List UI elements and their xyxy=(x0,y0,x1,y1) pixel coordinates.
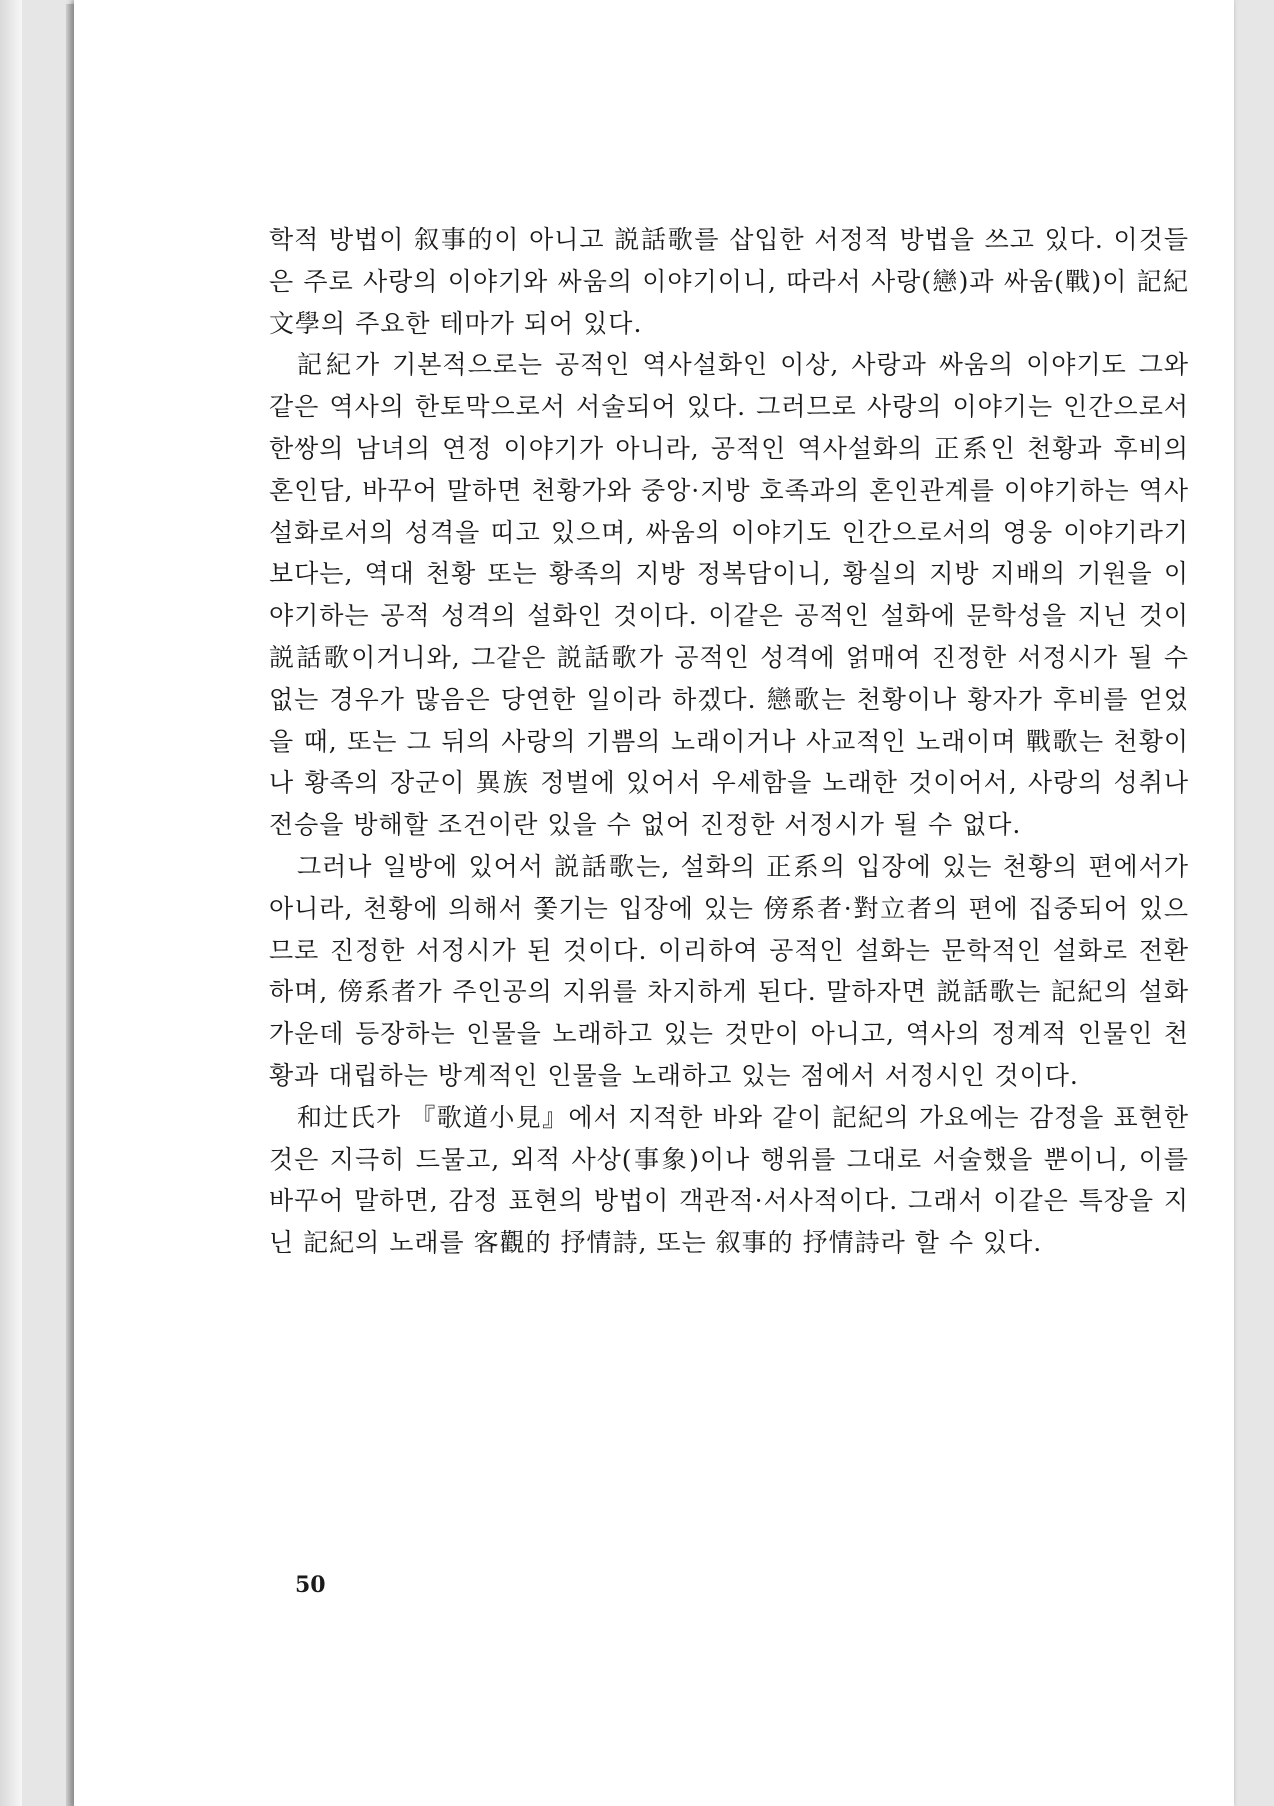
paragraph-4: 和辻氏가 『歌道小見』에서 지적한 바와 같이 記紀의 가요에는 감정을 표현한 것은 지극히 드물고, 외적 사상(事象)이나 행위를 그대로 서술했을 뿐이니, 이를 바꾸어 말하면, 감정 표현의 방법이 객관적·서사적이다. 그래서 이같은 특장을 지닌 記紀의 노래를 客觀的 抒情詩, 또는 叙事的 抒情詩라 할 수 있다. xyxy=(269,1102,1189,1258)
paragraph-1: 학적 방법이 叙事的이 아니고 説話歌를 삽입한 서정적 방법을 쓰고 있다. 이것들은 주로 사랑의 이야기와 싸움의 이야기이니, 따라서 사랑(戀)과 싸움(戰)이 記紀文學의 주요한 테마가 되어 있다. xyxy=(269,225,1189,338)
book-page xyxy=(74,0,1234,1806)
page-body xyxy=(269,219,1189,1264)
paragraph-3: 그러나 일방에 있어서 説話歌는, 설화의 正系의 입장에 있는 천황의 편에서가 아니라, 천황에 의해서 쫓기는 입장에 있는 傍系者·對立者의 편에 집중되어 있으므로 진정한 서정시가 된 것이다. 이리하여 공적인 설화는 문학적인 설화로 전환하며, 傍系者가 주인공의 지위를 차지하게 된다. 말하자면 説話歌는 記紀의 설화 가운데 등장하는 인물을 노래하고 있는 것만이 아니고, 역사의 정계적 인물인 천황과 대립하는 방계적인 인물을 노래하고 있는 점에서 서정시인 것이다. xyxy=(269,851,1189,1090)
viewer-gutter xyxy=(0,0,22,1806)
paragraph-2: 記紀가 기본적으로는 공적인 역사설화인 이상, 사랑과 싸움의 이야기도 그와 같은 역사의 한토막으로서 서술되어 있다. 그러므로 사랑의 이야기는 인간으로서 한쌍의 남녀의 연정 이야기가 아니라, 공적인 역사설화의 正系인 천황과 후비의 혼인담, 바꾸어 말하면 천황가와 중앙·지방 호족과의 혼인관계를 이야기하는 역사 설화로서의 성격을 띠고 있으며, 싸움의 이야기도 인간으로서의 영웅 이야기라기보다는, 역대 천황 또는 황족의 지방 정복담이니, 황실의 지방 지배의 기원을 이야기하는 공적 성격의 설화인 것이다. 이같은 공적인 설화에 문학성을 지닌 것이 説話歌이거니와, 그같은 説話歌가 공적인 성격에 얽매여 진정한 서정시가 될 수 없는 경우가 많음은 당연한 일이라 하겠다. 戀歌는 천황이나 황자가 후비를 얻었을 때, 또는 그 뒤의 사랑의 기쁨의 노래이거나 사교적인 노래이며 戰歌는 천황이나 황족의 장군이 異族 정벌에 있어서 우세함을 노래한 것이어서, 사랑의 성취나 전승을 방해할 조건이란 있을 수 없어 진정한 서정시가 될 수 없다. xyxy=(269,350,1189,840)
page-number: 50 xyxy=(295,1572,326,1598)
